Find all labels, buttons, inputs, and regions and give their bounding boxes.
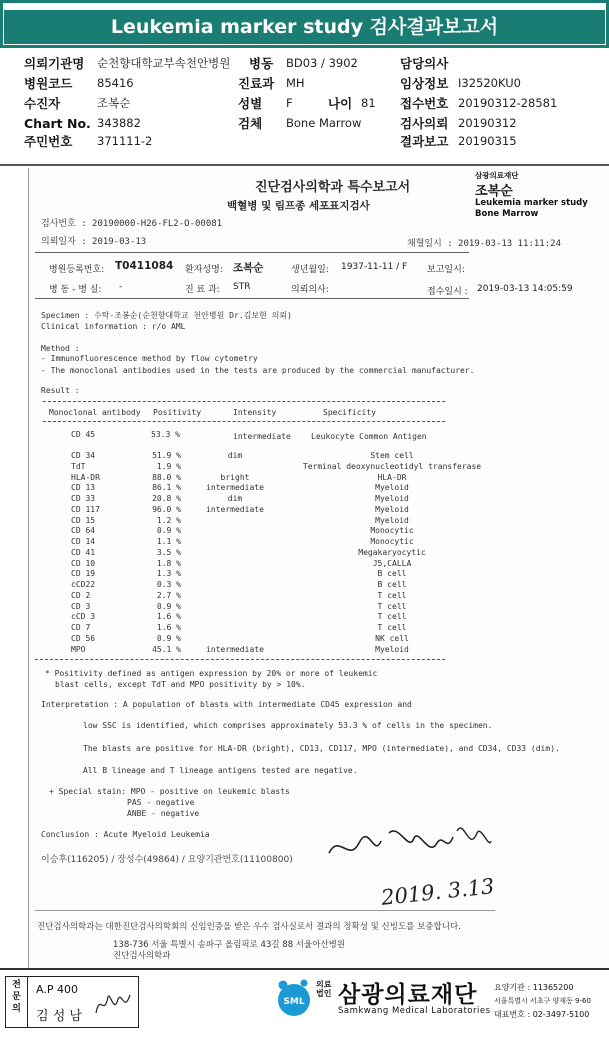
report-subheading: 백혈병 및 림프종 세포표지검사 <box>227 200 370 212</box>
marker-intensity: intermediate <box>206 483 264 493</box>
collect-date: 채혈일시 : 2019-03-13 11:11:24 <box>407 239 561 249</box>
marker-intensity: intermediate <box>206 644 264 654</box>
institution-code: 요양기관 : 11365200 <box>494 983 574 992</box>
corner-line-2: Bone Marrow <box>475 209 539 219</box>
marker-positivity: 86.1 % <box>152 483 181 493</box>
marker-antibody: CD 64 <box>71 526 96 536</box>
marker-row <box>71 623 495 634</box>
marker-positivity: 20.8 % <box>152 494 181 503</box>
marker-antibody: TdT <box>71 461 86 471</box>
marker-specificity: Myeloid <box>375 494 409 503</box>
marker-specificity: T cell <box>377 590 407 600</box>
marker-positivity: 1.8 % <box>156 558 181 568</box>
marker-intensity <box>181 537 289 548</box>
method-title: Method : <box>41 344 80 353</box>
sex-value: F <box>286 96 293 110</box>
age-value: 81 <box>361 96 376 110</box>
accept-value: 2019-03-13 14:05:59 <box>477 284 573 294</box>
stain-1: + Special stain: MPO - positive on leukemic blasts <box>49 787 290 796</box>
marker-row <box>71 645 495 656</box>
sex-label: 성별 <box>238 96 263 111</box>
marker-antibody: cCD22 <box>71 580 96 589</box>
report-label: 결과보고 <box>400 134 449 149</box>
report-heading: 진단검사의학과 특수보고서 <box>255 180 411 195</box>
marker-positivity: 0.9 % <box>156 526 181 536</box>
hospital-code-value: 85416 <box>97 76 134 90</box>
chart-value: 343882 <box>97 116 141 130</box>
corner-line-1: Leukemia marker study <box>475 198 588 208</box>
marker-specificity: J5,CALLA <box>372 558 412 568</box>
marker-positivity: 1.2 % <box>156 515 181 525</box>
marker-row <box>71 602 495 613</box>
sml-logo-icon <box>272 976 316 1022</box>
reg-label: 병원등록번호: <box>49 265 105 275</box>
hospital-value: 순천향대학교부속천안병원 <box>97 56 231 70</box>
marker-positivity: 45.1 % <box>152 644 181 654</box>
interpretation-1: Interpretation : A population of blasts with intermediate CD45 expression and <box>41 700 412 709</box>
marker-antibody: CD 15 <box>71 515 96 525</box>
marker-intensity <box>181 623 289 634</box>
marker-positivity: 1.6 % <box>156 623 181 632</box>
marker-positivity: 1.3 % <box>156 569 181 579</box>
approval-side: 전 문 의 <box>6 977 28 1027</box>
marker-intensity <box>181 569 289 580</box>
marker-specificity: Megakaryocytic <box>358 547 426 557</box>
corp-tag: 의료 법인 <box>316 980 332 998</box>
marker-row <box>71 580 495 591</box>
interpretation-4: All B lineage and T lineage antigens tested are negative. <box>83 766 358 775</box>
marker-row <box>71 634 495 645</box>
method-line-2: - The monoclonal antibodies used in the tests are produced by the commercial manufacturer. <box>41 366 475 375</box>
signers: 이승후(116205) / 장성수(49864) / 요양기관번호(11100800) <box>41 855 293 865</box>
marker-antibody: CD 19 <box>71 569 96 579</box>
divider <box>0 164 609 166</box>
marker-positivity: 0.9 % <box>156 633 181 643</box>
request-label: 검사의뢰 <box>400 116 449 131</box>
marker-antibody: CD 117 <box>71 504 100 514</box>
marker-antibody: CD 41 <box>71 547 96 557</box>
marker-positivity: 51.9 % <box>152 451 181 460</box>
marker-antibody: CD 10 <box>71 558 96 568</box>
clinical-label: 임상정보 <box>400 76 449 91</box>
patient-name-value: 조복순 <box>233 262 264 274</box>
marker-positivity: 88.0 % <box>152 472 181 482</box>
specimen-line: Specimen : 수탁-조봉순(순천향대학교 천안병원 Dr.김보현 의뢰) <box>41 311 292 320</box>
marker-row <box>71 451 495 462</box>
marker-intensity <box>181 516 289 527</box>
col-positivity: Positivity <box>153 408 202 417</box>
marker-intensity: bright <box>220 472 250 482</box>
approval-box <box>5 976 139 1028</box>
marker-specificity: Myeloid <box>375 644 409 654</box>
doctor-label-2: 의뢰의사: <box>291 285 329 295</box>
receipt-value: 20190312-28581 <box>458 96 558 110</box>
report-date-label: 보고일시: <box>427 265 465 275</box>
marker-specificity: Leukocyte Common Antigen <box>311 432 427 441</box>
col-antibody: Monoclonal antibody <box>49 408 141 417</box>
marker-intensity <box>181 602 289 613</box>
marker-antibody: cCD 3 <box>71 612 96 622</box>
dept-label: 진료과 <box>238 76 275 91</box>
receipt-label: 접수번호 <box>400 96 449 111</box>
marker-antibody: CD 2 <box>71 590 91 600</box>
marker-specificity: Terminal deoxynucleotidyl transferase <box>302 461 482 471</box>
footer-rule <box>0 968 609 970</box>
marker-row <box>71 569 495 580</box>
marker-intensity <box>181 559 289 570</box>
rule <box>43 401 445 402</box>
chart-label: Chart No. <box>24 116 91 131</box>
exam-number: 검사번호 : 20190000-H26-FL2-O-00081 <box>41 219 223 229</box>
patient-value: 조복순 <box>97 96 131 110</box>
request-date: 의뢰일자 : 2019-03-13 <box>41 237 147 247</box>
marker-row <box>71 548 495 559</box>
marker-intensity <box>181 634 289 645</box>
marker-positivity: 1.1 % <box>156 537 181 546</box>
clinical-line: Clinical information : r/o AML <box>41 322 186 331</box>
marker-specificity: Myeloid <box>375 515 409 525</box>
sign-date: 2019. 3.13 <box>380 874 496 910</box>
interpretation-2: low SSC is identified, which comprises approximately 53.3 % of cells in the specimen. <box>83 721 493 730</box>
marker-antibody: CD 56 <box>71 633 96 643</box>
marker-antibody: CD 7 <box>71 623 91 632</box>
marker-intensity: intermediate <box>206 504 264 514</box>
marker-specificity: Myeloid <box>375 504 409 514</box>
marker-antibody: MPO <box>71 644 86 654</box>
marker-specificity: T cell <box>377 623 407 632</box>
marker-row <box>71 526 495 537</box>
conclusion: Conclusion : Acute Myeloid Leukemia <box>41 830 210 839</box>
marker-positivity: 0.9 % <box>156 601 181 611</box>
dept-value: MH <box>286 76 305 90</box>
id-value: 371111-2 <box>97 134 153 148</box>
marker-antibody: CD 34 <box>71 451 96 460</box>
marker-antibody: CD 13 <box>71 483 96 493</box>
marker-specificity: NK cell <box>375 633 409 643</box>
title-bar <box>0 0 609 48</box>
dept-label-2: 진 료 과: <box>185 285 220 295</box>
address-line-1: 138-736 서울 특별시 송파구 올림픽로 43길 88 서울아산병원 <box>113 940 346 950</box>
physician-signature <box>92 987 136 1021</box>
corner-name: 조복순 <box>475 184 513 199</box>
company-name: 삼광의료재단 <box>338 982 478 1008</box>
marker-intensity <box>181 548 289 559</box>
marker-intensity: dim <box>227 494 243 503</box>
marker-positivity: 1.9 % <box>156 461 181 471</box>
marker-row <box>71 516 495 527</box>
stain-2: PAS - negative <box>127 798 195 807</box>
marker-intensity <box>181 462 289 473</box>
col-intensity: Intensity <box>233 408 277 417</box>
marker-positivity: 2.7 % <box>156 590 181 600</box>
marker-row <box>71 462 495 473</box>
marker-row <box>71 473 495 484</box>
patient-label: 수진자 <box>24 96 61 111</box>
markers-table <box>71 451 495 655</box>
interpretation-3: The blasts are positive for HLA-DR (bright), CD13, CD117, MPO (intermediate), and CD34, CD33 (dim). <box>83 744 560 753</box>
specimen-value: Bone Marrow <box>286 116 362 130</box>
scanned-report <box>28 168 609 968</box>
marker-antibody: CD 45 <box>71 430 96 439</box>
specimen-label: 검체 <box>238 116 263 131</box>
marker-antibody: HLA-DR <box>71 472 100 482</box>
marker-specificity: HLA-DR <box>377 472 407 482</box>
marker-intensity: intermediate <box>233 432 291 441</box>
certification-line: 진단검사의학과는 대한진단검사의학회의 신임인증을 받은 우수 검사실로서 결과의 정확성 및 신빙도를 보증합니다. <box>37 922 461 932</box>
rule <box>43 421 445 422</box>
patient-info <box>0 50 609 162</box>
company-english: Samkwang Medical Laboratories <box>338 1006 491 1016</box>
marker-row <box>71 559 495 570</box>
rule <box>35 910 495 911</box>
marker-antibody: CD 3 <box>71 601 91 611</box>
ward-label: 병동 <box>249 56 274 71</box>
physician-name: 김 성 남 <box>36 1009 82 1024</box>
dob-label: 생년월일: <box>291 265 329 275</box>
marker-positivity: 0.3 % <box>156 580 181 589</box>
rule <box>35 252 469 253</box>
marker-row <box>71 505 495 516</box>
marker-positivity: 1.6 % <box>156 612 181 622</box>
marker-intensity <box>181 612 289 623</box>
method-line-1: - Immunofluorescence method by flow cytometry <box>41 354 258 363</box>
marker-row <box>71 537 495 548</box>
dob-value: 1937-11-11 / F <box>341 262 408 272</box>
marker-positivity: 3.5 % <box>156 547 181 557</box>
marker-positivity: 53.3 % <box>151 430 180 439</box>
hospital-label: 의뢰기관명 <box>24 56 85 71</box>
marker-intensity <box>181 580 289 591</box>
address-line-2: 진단검사의학과 <box>113 951 171 961</box>
marker-row <box>71 483 495 494</box>
marker-row <box>71 494 495 505</box>
patient-name-label: 환자성명: <box>185 265 223 275</box>
ward-value: BD03 / 3902 <box>286 56 358 70</box>
marker-specificity: T cell <box>377 601 407 611</box>
marker-row <box>71 612 495 623</box>
marker-antibody: CD 33 <box>71 494 96 503</box>
note-line-2: blast cells, except TdT and MPO positivity by > 10%. <box>55 680 306 689</box>
corner-org: 삼광의료재단 <box>475 171 519 180</box>
marker-specificity: Monocytic <box>370 526 414 536</box>
company-phone: 대표번호 : 02-3497-5100 <box>494 1010 590 1019</box>
company-address: 서울특별시 서초구 양재동 9-60 <box>494 997 591 1005</box>
result-title: Result : <box>41 386 80 395</box>
marker-specificity: T cell <box>377 612 407 622</box>
marker-specificity: B cell <box>377 569 407 579</box>
ward-room-label: 병 동 - 병 실: <box>49 285 102 295</box>
marker-specificity: B cell <box>377 580 407 589</box>
doctor-label: 담당의사 <box>400 56 449 71</box>
marker-intensity: dim <box>227 451 243 460</box>
rule <box>35 298 469 299</box>
col-specificity: Specificity <box>323 408 376 417</box>
marker-positivity: 96.0 % <box>152 504 181 514</box>
marker-intensity <box>181 591 289 602</box>
svg-text:SML: SML <box>283 997 305 1007</box>
clinical-value: I32520KU0 <box>458 76 521 90</box>
dept-value-2: STR <box>233 282 251 292</box>
marker-specificity: Monocytic <box>370 537 414 546</box>
note-line-1: * Positivity defined as antigen expression by 20% or more of leukemic <box>45 669 378 678</box>
id-label: 주민번호 <box>24 134 73 149</box>
accept-label: 접수일시 : <box>427 287 468 297</box>
marker-intensity <box>181 526 289 537</box>
ward-room-value: - <box>119 282 123 292</box>
hospital-code-label: 병원코드 <box>24 76 73 91</box>
request-value: 20190312 <box>458 116 517 130</box>
age-label: 나이 <box>328 96 353 111</box>
rule <box>35 659 445 660</box>
marker-specificity: Myeloid <box>375 483 409 493</box>
marker-row <box>71 591 495 602</box>
license-number: A.P 400 <box>36 983 78 996</box>
marker-antibody: CD 14 <box>71 537 96 546</box>
reg-value: T0411084 <box>115 260 174 272</box>
report-value: 20190315 <box>458 134 517 148</box>
stain-3: ANBE - negative <box>127 809 200 818</box>
marker-specificity: Stem cell <box>370 451 414 460</box>
report-title: Leukemia marker study 검사결과보고서 <box>4 10 605 44</box>
